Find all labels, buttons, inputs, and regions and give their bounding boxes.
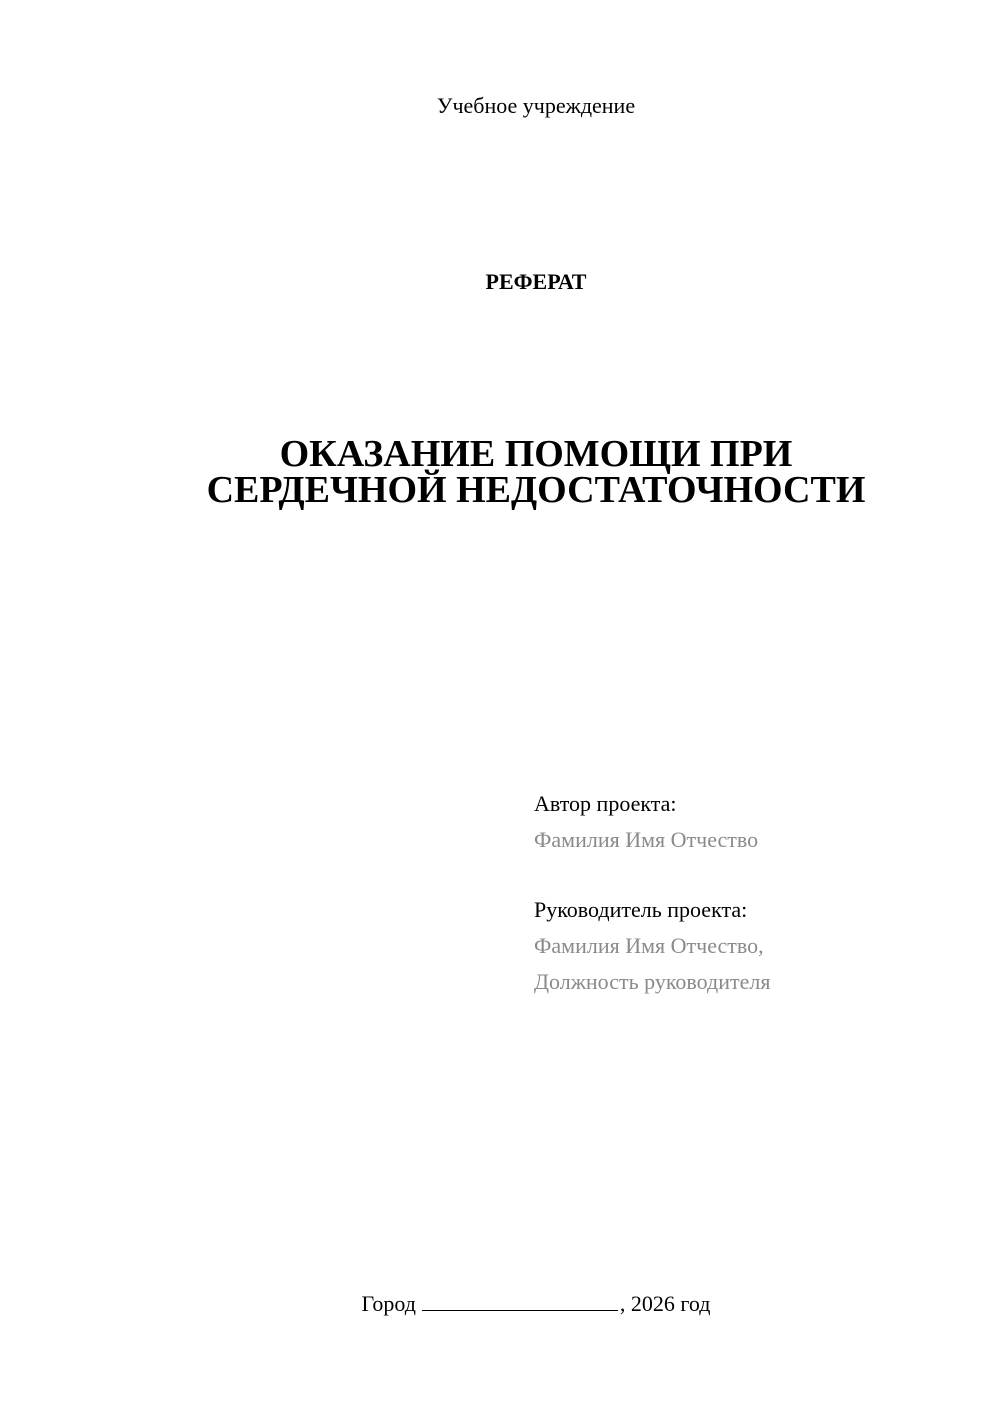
supervisor-label: Руководитель проекта: (534, 897, 748, 922)
author-name: Фамилия Имя Отчество (534, 827, 759, 852)
document-title-line-1: ОКАЗАНИЕ ПОМОЩИ ПРИ (279, 433, 793, 475)
supervisor-position: Должность руководителя (534, 969, 771, 994)
supervisor-name: Фамилия Имя Отчество, (534, 933, 764, 958)
document-type: РЕФЕРАТ (485, 269, 587, 294)
city-label: Город (361, 1291, 416, 1316)
author-label: Автор проекта: (534, 791, 677, 816)
year-text: , 2026 год (619, 1291, 711, 1316)
supervisor-block (534, 892, 770, 1000)
city-blank-line (422, 1290, 618, 1311)
institution-name: Учебное учреждение (436, 93, 636, 118)
author-block (534, 786, 758, 858)
city-year-line (0, 1290, 1000, 1318)
document-title (0, 433, 1000, 511)
document-title-line-2: СЕРДЕЧНОЙ НЕДОСТАТОЧНОСТИ (206, 469, 866, 511)
